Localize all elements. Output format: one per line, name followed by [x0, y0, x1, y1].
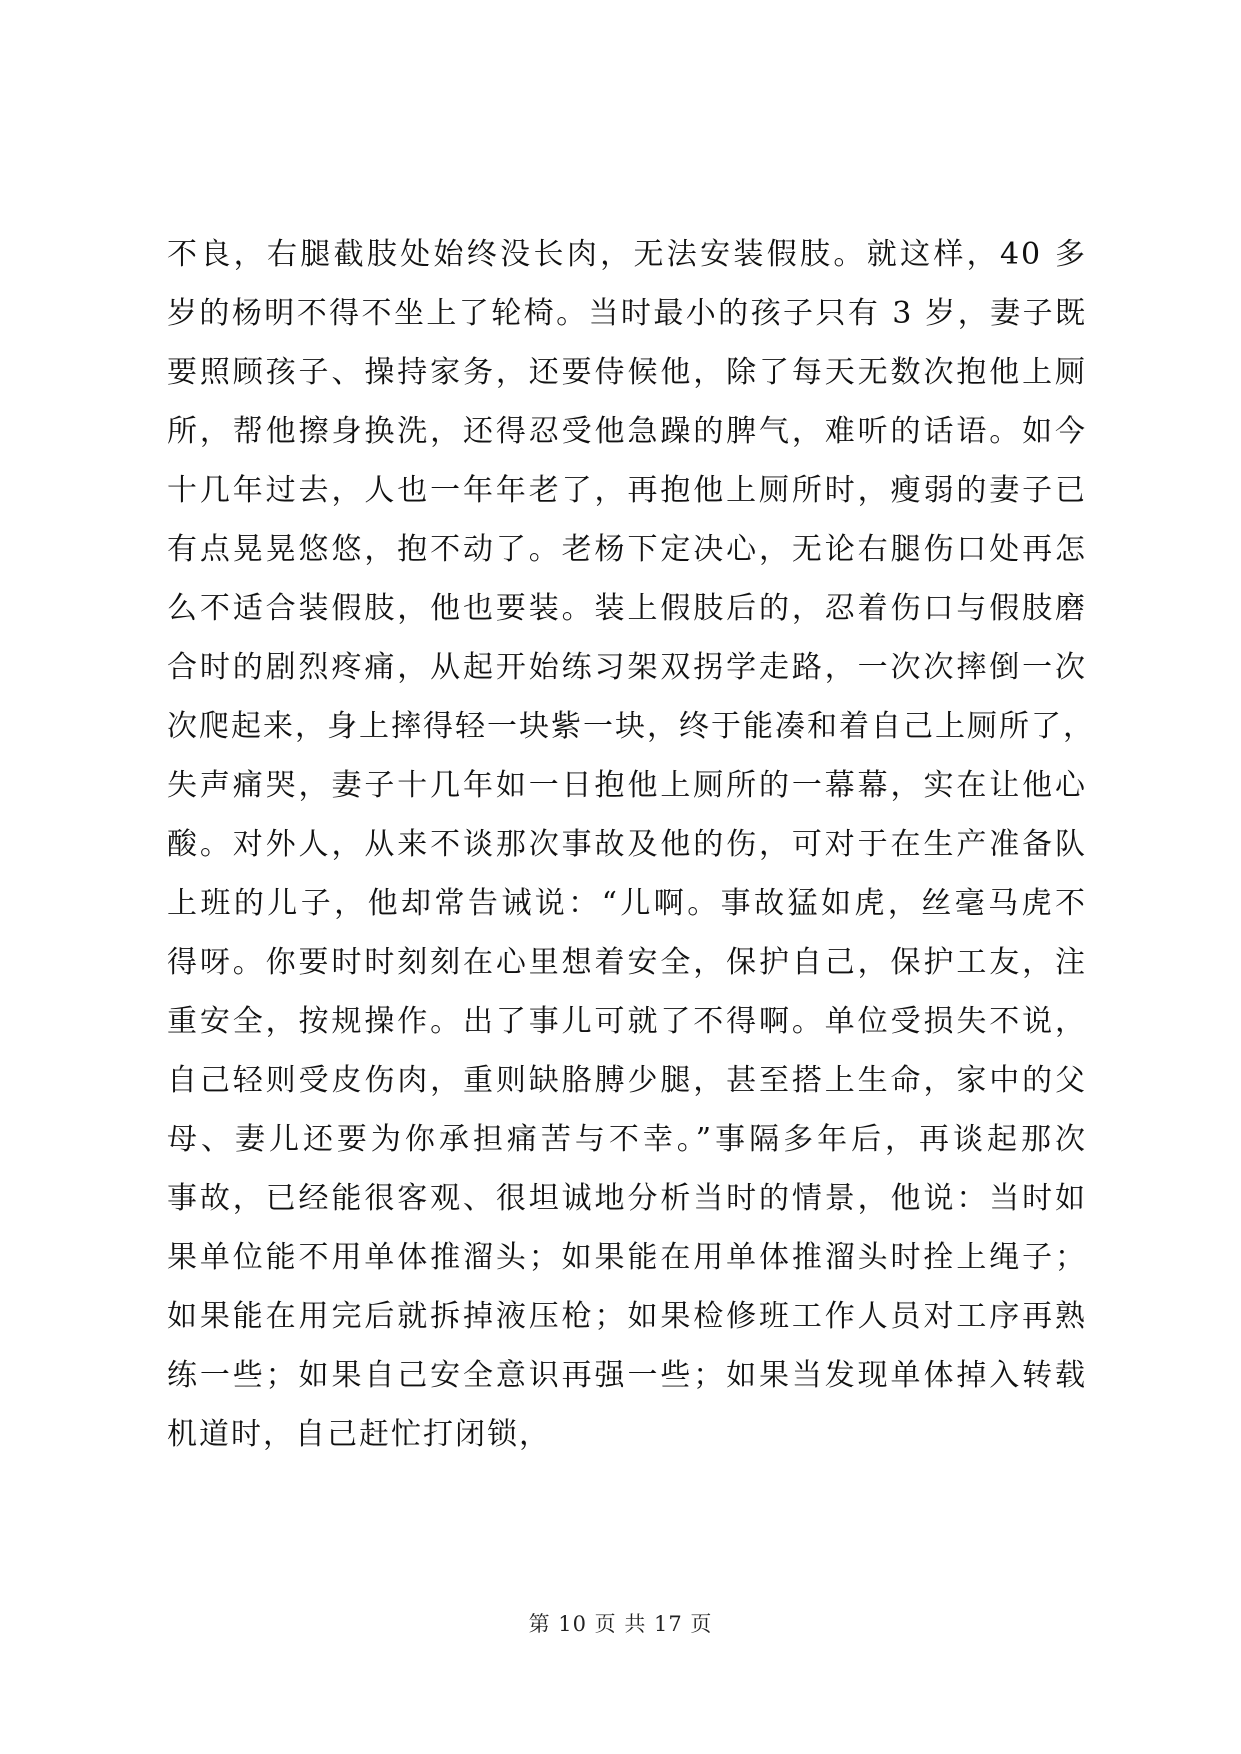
text-line: 事故，已经能很客观、很坦诚地分析当时的情景，他说：当时如: [167, 1181, 1087, 1216]
text-line: 要照顾孩子、操持家务，还要侍候他，除了每天无数次抱他上厕: [167, 355, 1087, 390]
text-line: 如果能在用完后就拆掉液压枪；如果检修班工作人员对工序再熟: [167, 1299, 1087, 1334]
text-line: 次爬起来，身上摔得轻一块紫一块，终于能凑和着自己上厕所了，: [167, 709, 1095, 744]
text-line: 果单位能不用单体推溜头；如果能在用单体推溜头时拴上绳子；: [167, 1240, 1087, 1275]
page-number-footer: 第 10 页 共 17 页: [528, 1612, 713, 1636]
text-line: 所，帮他擦身换洗，还得忍受他急躁的脾气，难听的话语。如今: [167, 414, 1087, 449]
text-line: 十几年过去，人也一年年老了，再抱他上厕所时，瘦弱的妻子已: [167, 473, 1087, 508]
text-line: 有点晃晃悠悠，抱不动了。老杨下定决心，无论右腿伤口处再怎: [167, 532, 1087, 567]
text-line: 自己轻则受皮伤肉，重则缺胳膊少腿，甚至搭上生命，家中的父: [167, 1063, 1087, 1098]
text-line: 上班的儿子，他却常告诫说：“儿啊。事故猛如虎，丝毫马虎不: [167, 886, 1087, 921]
text-line: 岁的杨明不得不坐上了轮椅。当时最小的孩子只有 3 岁，妻子既: [167, 296, 1087, 331]
text-line: 机道时，自己赶忙打闭锁，: [167, 1417, 551, 1452]
text-line: 合时的剧烈疼痛，从起开始练习架双拐学走路，一次次摔倒一次: [167, 650, 1087, 685]
text-line: 母、妻儿还要为你承担痛苦与不幸。”事隔多年后，再谈起那次: [167, 1122, 1087, 1157]
body-paragraph: [167, 225, 1095, 1464]
text-line: 得呀。你要时时刻刻在心里想着安全，保护自己，保护工友，注: [167, 945, 1087, 980]
text-line: 么不适合装假肢，他也要装。装上假肢后的，忍着伤口与假肢磨: [167, 591, 1087, 626]
text-line: 练一些；如果自己安全意识再强一些；如果当发现单体掉入转载: [167, 1358, 1087, 1393]
text-line: 重安全，按规操作。出了事儿可就了不得啊。单位受损失不说，: [167, 1004, 1087, 1039]
text-line: 不良，右腿截肢处始终没长肉，无法安装假肢。就这样，40 多: [167, 237, 1087, 272]
text-line: 酸。对外人，从来不谈那次事故及他的伤，可对于在生产准备队: [167, 827, 1087, 862]
text-line: 失声痛哭，妻子十几年如一日抱他上厕所的一幕幕，实在让他心: [167, 768, 1087, 803]
